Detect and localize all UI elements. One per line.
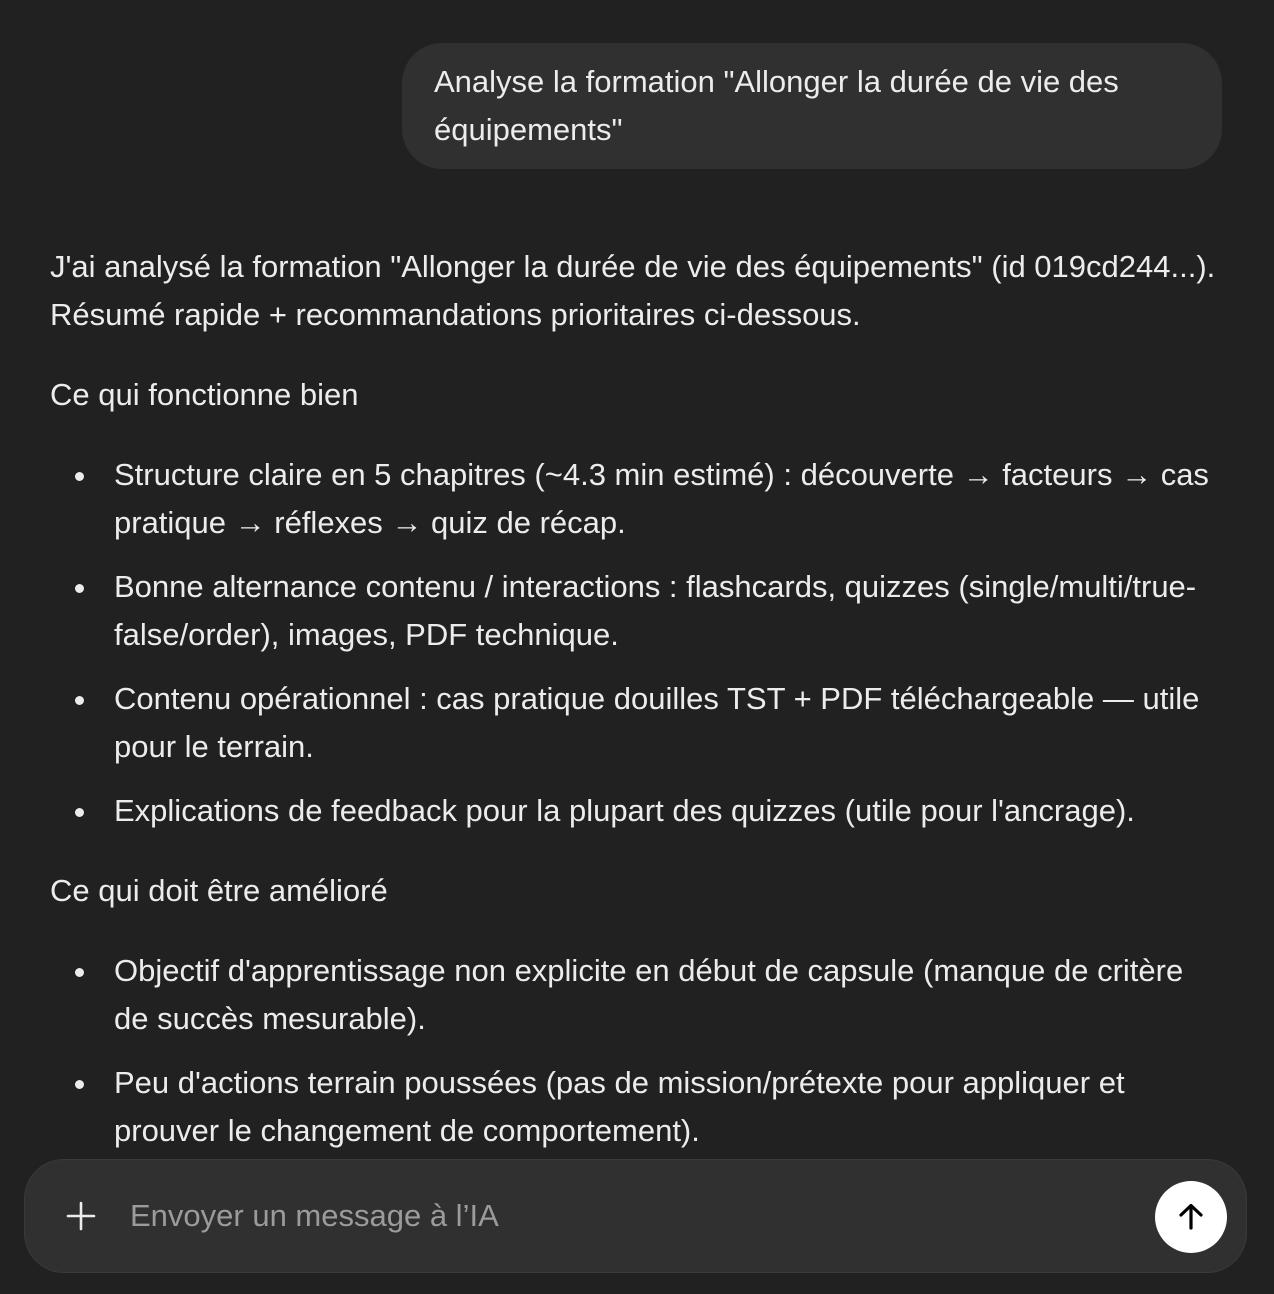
bullet-icon <box>75 968 84 977</box>
list-item-text: Contenu opérationnel : cas pratique douilles TST + PDF téléchargeable — utile pour le terrain. <box>114 681 1200 764</box>
section-heading-improve: Ce qui doit être amélioré <box>50 873 388 908</box>
list-item <box>50 1059 1220 1155</box>
list-good <box>50 451 1220 835</box>
bullet-icon <box>75 584 84 593</box>
list-item <box>50 563 1220 659</box>
assistant-intro: J'ai analysé la formation "Allonger la durée de vie des équipements" (id 019cd244...). Résumé rapide + recommandations prioritaires ci-dessous. <box>50 249 1216 332</box>
bullet-icon <box>75 808 84 817</box>
list-item-text: Bonne alternance contenu / interactions : flashcards, quizzes (single/multi/true-false/order), images, PDF technique. <box>114 569 1197 652</box>
arrow-up-icon <box>1175 1201 1207 1233</box>
list-item <box>50 675 1220 771</box>
user-message-bubble <box>402 43 1222 169</box>
list-item <box>50 787 1220 835</box>
section-heading-good: Ce qui fonctionne bien <box>50 377 359 412</box>
list-item-text: Peu d'actions terrain poussées (pas de mission/prétexte pour appliquer et prouver le changement de comportement). <box>114 1065 1125 1148</box>
list-item <box>50 451 1220 547</box>
list-improve <box>50 947 1220 1155</box>
assistant-message <box>50 243 1220 1187</box>
list-item-text: Structure claire en 5 chapitres (~4.3 min estimé) : découverte → facteurs → cas pratique → réflexes → quiz de récap. <box>114 457 1209 540</box>
bullet-icon <box>75 696 84 705</box>
plus-icon <box>65 1200 97 1232</box>
attach-button[interactable] <box>61 1190 101 1242</box>
send-button[interactable] <box>1155 1181 1227 1253</box>
list-item-text: Explications de feedback pour la plupart des quizzes (utile pour l'ancrage). <box>114 793 1135 828</box>
message-input[interactable] <box>130 1190 1130 1242</box>
list-item <box>50 947 1220 1043</box>
message-composer <box>24 1159 1247 1273</box>
bullet-icon <box>75 1080 84 1089</box>
user-message-text: Analyse la formation "Allonger la durée de vie des équipements" <box>434 64 1119 147</box>
list-item-text: Objectif d'apprentissage non explicite en début de capsule (manque de critère de succès mesurable). <box>114 953 1184 1036</box>
bullet-icon <box>75 472 84 481</box>
